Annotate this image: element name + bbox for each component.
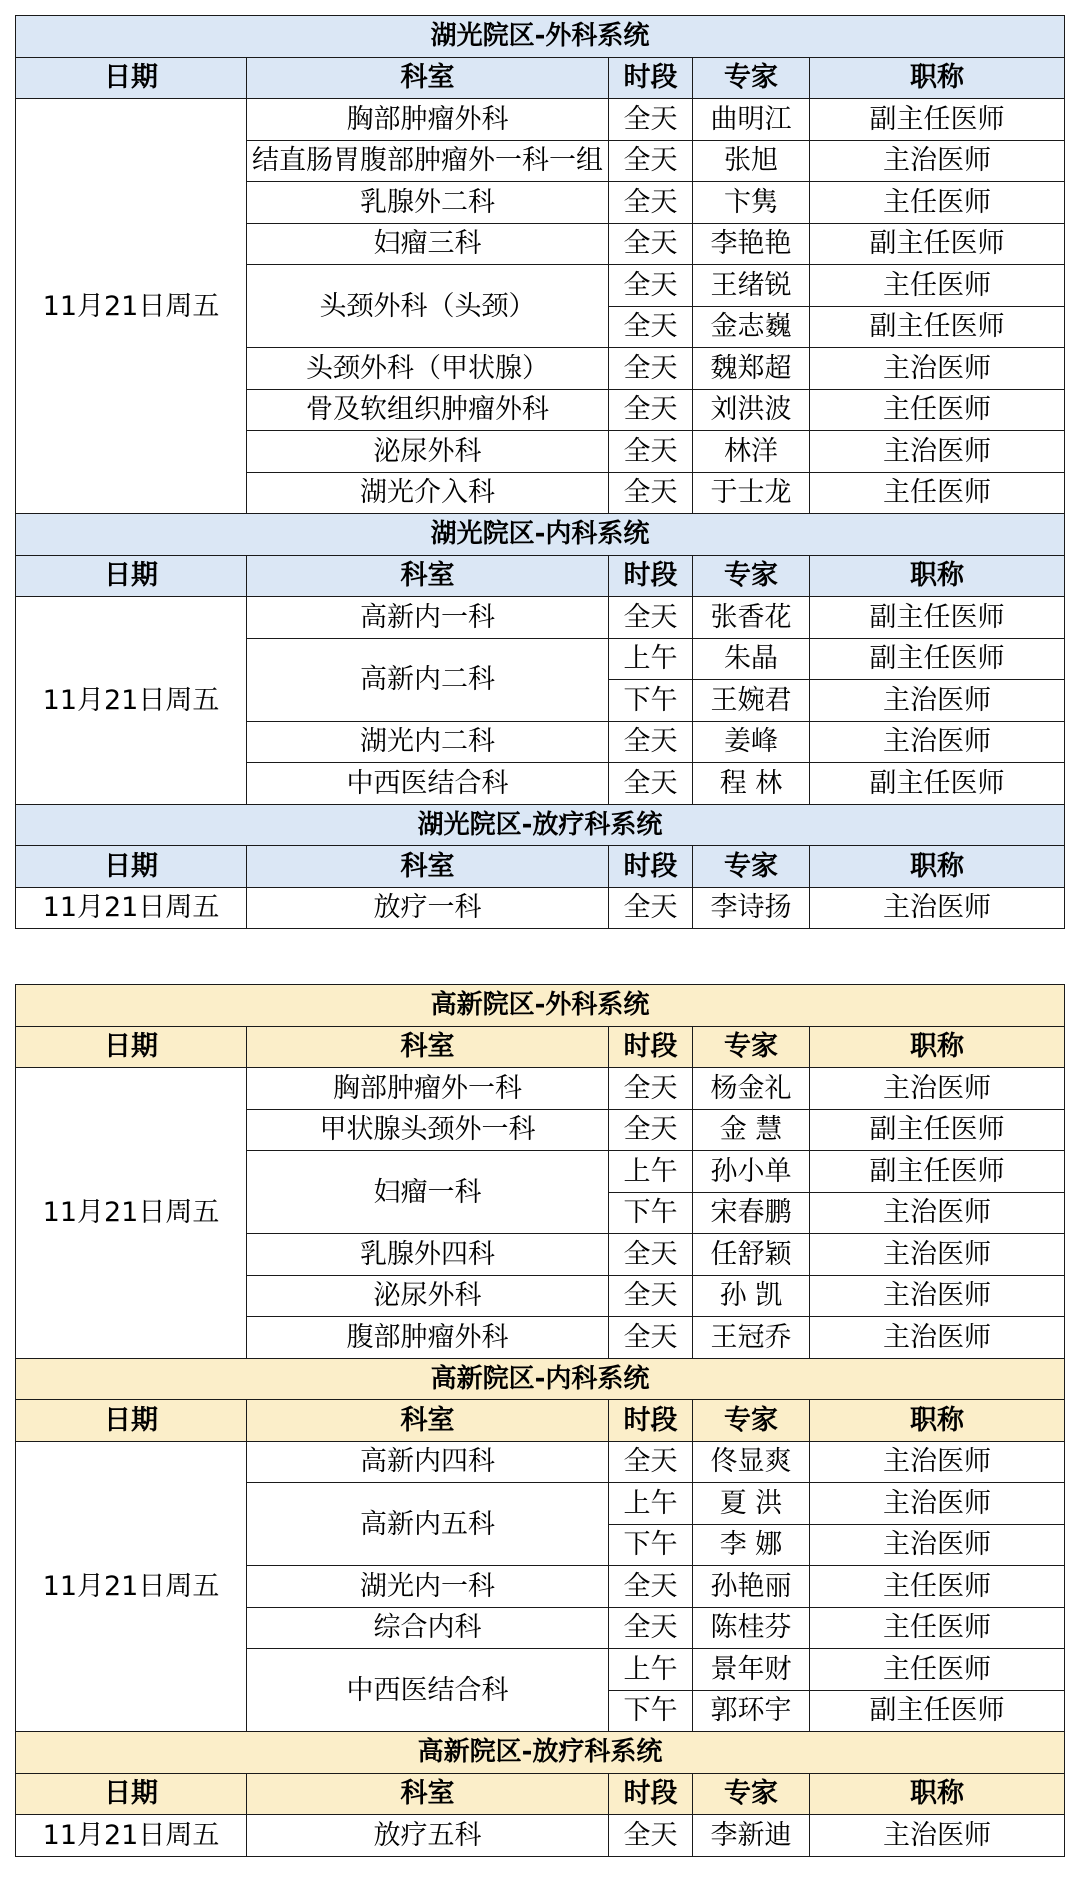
dept-cell: 乳腺外二科	[247, 182, 609, 224]
table-row	[16, 1441, 1065, 1483]
expert-cell: 宋春鹏	[693, 1192, 810, 1234]
dept-cell: 妇瘤三科	[247, 223, 609, 265]
header-title: 职称	[810, 57, 1065, 99]
title-cell: 主任医师	[810, 1649, 1065, 1691]
table-row	[16, 887, 1065, 929]
section-title: 高新院区-外科系统	[16, 985, 1065, 1027]
period-cell: 全天	[609, 265, 693, 307]
expert-cell: 曲明江	[693, 99, 810, 141]
expert-cell: 李新迪	[693, 1815, 810, 1857]
expert-cell: 孙艳丽	[693, 1566, 810, 1608]
expert-cell: 李艳艳	[693, 223, 810, 265]
header-title: 职称	[810, 1400, 1065, 1442]
expert-cell: 景年财	[693, 1649, 810, 1691]
dept-cell: 头颈外科（头颈）	[247, 265, 609, 348]
dept-cell: 胸部肿瘤外科	[247, 99, 609, 141]
dept-cell: 乳腺外四科	[247, 1234, 609, 1276]
dept-cell: 综合内科	[247, 1607, 609, 1649]
period-cell: 全天	[609, 431, 693, 473]
dept-cell: 泌尿外科	[247, 1275, 609, 1317]
expert-cell: 李 娜	[693, 1524, 810, 1566]
period-cell: 全天	[609, 306, 693, 348]
period-cell: 下午	[609, 1524, 693, 1566]
title-cell: 主治医师	[810, 140, 1065, 182]
header-dept: 科室	[247, 846, 609, 888]
table-row	[16, 99, 1065, 141]
header-title: 职称	[810, 846, 1065, 888]
expert-cell: 孙 凯	[693, 1275, 810, 1317]
date-cell: 11月21日周五	[16, 1441, 247, 1732]
header-dept: 科室	[247, 1026, 609, 1068]
title-cell: 主治医师	[810, 1815, 1065, 1857]
date-cell: 11月21日周五	[16, 1815, 247, 1857]
header-dept: 科室	[247, 1773, 609, 1815]
title-cell: 副主任医师	[810, 223, 1065, 265]
dept-cell: 高新内一科	[247, 597, 609, 639]
dept-cell: 湖光内一科	[247, 1566, 609, 1608]
column-header-row	[16, 555, 1065, 597]
title-cell: 副主任医师	[810, 1151, 1065, 1193]
date-cell: 11月21日周五	[16, 597, 247, 805]
column-header-row	[16, 1026, 1065, 1068]
header-dept: 科室	[247, 57, 609, 99]
period-cell: 上午	[609, 1649, 693, 1691]
period-cell: 下午	[609, 680, 693, 722]
title-cell: 主任医师	[810, 472, 1065, 514]
section-title-row	[16, 1358, 1065, 1400]
title-cell: 主治医师	[810, 1275, 1065, 1317]
expert-cell: 刘洪波	[693, 389, 810, 431]
title-cell: 副主任医师	[810, 763, 1065, 805]
section-title: 高新院区-内科系统	[16, 1358, 1065, 1400]
expert-cell: 张旭	[693, 140, 810, 182]
expert-cell: 姜峰	[693, 721, 810, 763]
header-expert: 专家	[693, 57, 810, 99]
section-title-row	[16, 985, 1065, 1027]
section-title-row	[16, 16, 1065, 58]
title-cell: 主任医师	[810, 1566, 1065, 1608]
expert-cell: 杨金礼	[693, 1068, 810, 1110]
table-row	[16, 1068, 1065, 1110]
header-expert: 专家	[693, 1773, 810, 1815]
header-title: 职称	[810, 1773, 1065, 1815]
header-dept: 科室	[247, 1400, 609, 1442]
period-cell: 全天	[609, 140, 693, 182]
period-cell: 上午	[609, 1483, 693, 1525]
title-cell: 主任医师	[810, 265, 1065, 307]
header-period: 时段	[609, 555, 693, 597]
expert-cell: 朱晶	[693, 638, 810, 680]
period-cell: 全天	[609, 1109, 693, 1151]
period-cell: 全天	[609, 597, 693, 639]
period-cell: 全天	[609, 99, 693, 141]
period-cell: 全天	[609, 223, 693, 265]
gaoxin-schedule-table	[15, 984, 1065, 1857]
dept-cell: 腹部肿瘤外科	[247, 1317, 609, 1359]
header-title: 职称	[810, 555, 1065, 597]
period-cell: 全天	[609, 887, 693, 929]
title-cell: 主治医师	[810, 721, 1065, 763]
dept-cell: 放疗一科	[247, 887, 609, 929]
table-body	[16, 16, 1065, 929]
period-cell: 全天	[609, 389, 693, 431]
expert-cell: 佟显爽	[693, 1441, 810, 1483]
table-row	[16, 597, 1065, 639]
dept-cell: 高新内四科	[247, 1441, 609, 1483]
period-cell: 下午	[609, 1192, 693, 1234]
period-cell: 全天	[609, 1607, 693, 1649]
expert-cell: 陈桂芬	[693, 1607, 810, 1649]
expert-cell: 卞隽	[693, 182, 810, 224]
period-cell: 上午	[609, 638, 693, 680]
column-header-row	[16, 1773, 1065, 1815]
header-title: 职称	[810, 1026, 1065, 1068]
title-cell: 主任医师	[810, 1607, 1065, 1649]
dept-cell: 中西医结合科	[247, 763, 609, 805]
dept-cell: 放疗五科	[247, 1815, 609, 1857]
period-cell: 上午	[609, 1151, 693, 1193]
dept-cell: 高新内五科	[247, 1483, 609, 1566]
title-cell: 主治医师	[810, 348, 1065, 390]
title-cell: 主治医师	[810, 1192, 1065, 1234]
dept-cell: 湖光介入科	[247, 472, 609, 514]
header-period: 时段	[609, 57, 693, 99]
title-cell: 主治医师	[810, 1068, 1065, 1110]
header-period: 时段	[609, 846, 693, 888]
date-cell: 11月21日周五	[16, 1068, 247, 1359]
section-title: 湖光院区-放疗科系统	[16, 804, 1065, 846]
section-title: 高新院区-放疗科系统	[16, 1732, 1065, 1774]
header-date: 日期	[16, 846, 247, 888]
period-cell: 全天	[609, 1317, 693, 1359]
expert-cell: 于士龙	[693, 472, 810, 514]
period-cell: 全天	[609, 763, 693, 805]
period-cell: 全天	[609, 1275, 693, 1317]
period-cell: 全天	[609, 1441, 693, 1483]
header-date: 日期	[16, 1026, 247, 1068]
header-period: 时段	[609, 1773, 693, 1815]
dept-cell: 湖光内二科	[247, 721, 609, 763]
title-cell: 主任医师	[810, 182, 1065, 224]
header-date: 日期	[16, 1773, 247, 1815]
expert-cell: 孙小单	[693, 1151, 810, 1193]
section-title: 湖光院区-外科系统	[16, 16, 1065, 58]
expert-cell: 王婉君	[693, 680, 810, 722]
header-expert: 专家	[693, 1026, 810, 1068]
period-cell: 全天	[609, 472, 693, 514]
title-cell: 副主任医师	[810, 638, 1065, 680]
expert-cell: 王绪锐	[693, 265, 810, 307]
table-body	[16, 985, 1065, 1857]
expert-cell: 林洋	[693, 431, 810, 473]
header-date: 日期	[16, 555, 247, 597]
dept-cell: 结直肠胃腹部肿瘤外一科一组	[247, 140, 609, 182]
section-title-row	[16, 514, 1065, 556]
section-title-row	[16, 1732, 1065, 1774]
title-cell: 主治医师	[810, 1441, 1065, 1483]
section-title-row	[16, 804, 1065, 846]
huguang-schedule-table	[15, 15, 1065, 929]
header-period: 时段	[609, 1400, 693, 1442]
section-title: 湖光院区-内科系统	[16, 514, 1065, 556]
period-cell: 下午	[609, 1690, 693, 1732]
title-cell: 主任医师	[810, 389, 1065, 431]
expert-cell: 王冠乔	[693, 1317, 810, 1359]
title-cell: 副主任医师	[810, 1109, 1065, 1151]
expert-cell: 郭环宇	[693, 1690, 810, 1732]
expert-cell: 张香花	[693, 597, 810, 639]
header-date: 日期	[16, 57, 247, 99]
dept-cell: 中西医结合科	[247, 1649, 609, 1732]
period-cell: 全天	[609, 1068, 693, 1110]
dept-cell: 高新内二科	[247, 638, 609, 721]
expert-cell: 魏郑超	[693, 348, 810, 390]
table-row	[16, 1815, 1065, 1857]
dept-cell: 骨及软组织肿瘤外科	[247, 389, 609, 431]
title-cell: 副主任医师	[810, 99, 1065, 141]
expert-cell: 程 林	[693, 763, 810, 805]
title-cell: 副主任医师	[810, 306, 1065, 348]
column-header-row	[16, 1400, 1065, 1442]
header-period: 时段	[609, 1026, 693, 1068]
title-cell: 主治医师	[810, 1524, 1065, 1566]
expert-cell: 金志巍	[693, 306, 810, 348]
dept-cell: 头颈外科（甲状腺）	[247, 348, 609, 390]
column-header-row	[16, 846, 1065, 888]
header-expert: 专家	[693, 846, 810, 888]
title-cell: 主治医师	[810, 887, 1065, 929]
dept-cell: 妇瘤一科	[247, 1151, 609, 1234]
header-dept: 科室	[247, 555, 609, 597]
title-cell: 主治医师	[810, 1483, 1065, 1525]
dept-cell: 甲状腺头颈外一科	[247, 1109, 609, 1151]
title-cell: 主治医师	[810, 1317, 1065, 1359]
header-expert: 专家	[693, 555, 810, 597]
dept-cell: 胸部肿瘤外一科	[247, 1068, 609, 1110]
header-date: 日期	[16, 1400, 247, 1442]
title-cell: 副主任医师	[810, 1690, 1065, 1732]
header-expert: 专家	[693, 1400, 810, 1442]
expert-cell: 金 慧	[693, 1109, 810, 1151]
period-cell: 全天	[609, 1234, 693, 1276]
dept-cell: 泌尿外科	[247, 431, 609, 473]
period-cell: 全天	[609, 1566, 693, 1608]
column-header-row	[16, 57, 1065, 99]
period-cell: 全天	[609, 1815, 693, 1857]
date-cell: 11月21日周五	[16, 887, 247, 929]
title-cell: 副主任医师	[810, 597, 1065, 639]
expert-cell: 任舒颖	[693, 1234, 810, 1276]
title-cell: 主治医师	[810, 431, 1065, 473]
period-cell: 全天	[609, 721, 693, 763]
title-cell: 主治医师	[810, 680, 1065, 722]
expert-cell: 夏 洪	[693, 1483, 810, 1525]
date-cell: 11月21日周五	[16, 99, 247, 514]
period-cell: 全天	[609, 348, 693, 390]
expert-cell: 李诗扬	[693, 887, 810, 929]
title-cell: 主治医师	[810, 1234, 1065, 1276]
period-cell: 全天	[609, 182, 693, 224]
